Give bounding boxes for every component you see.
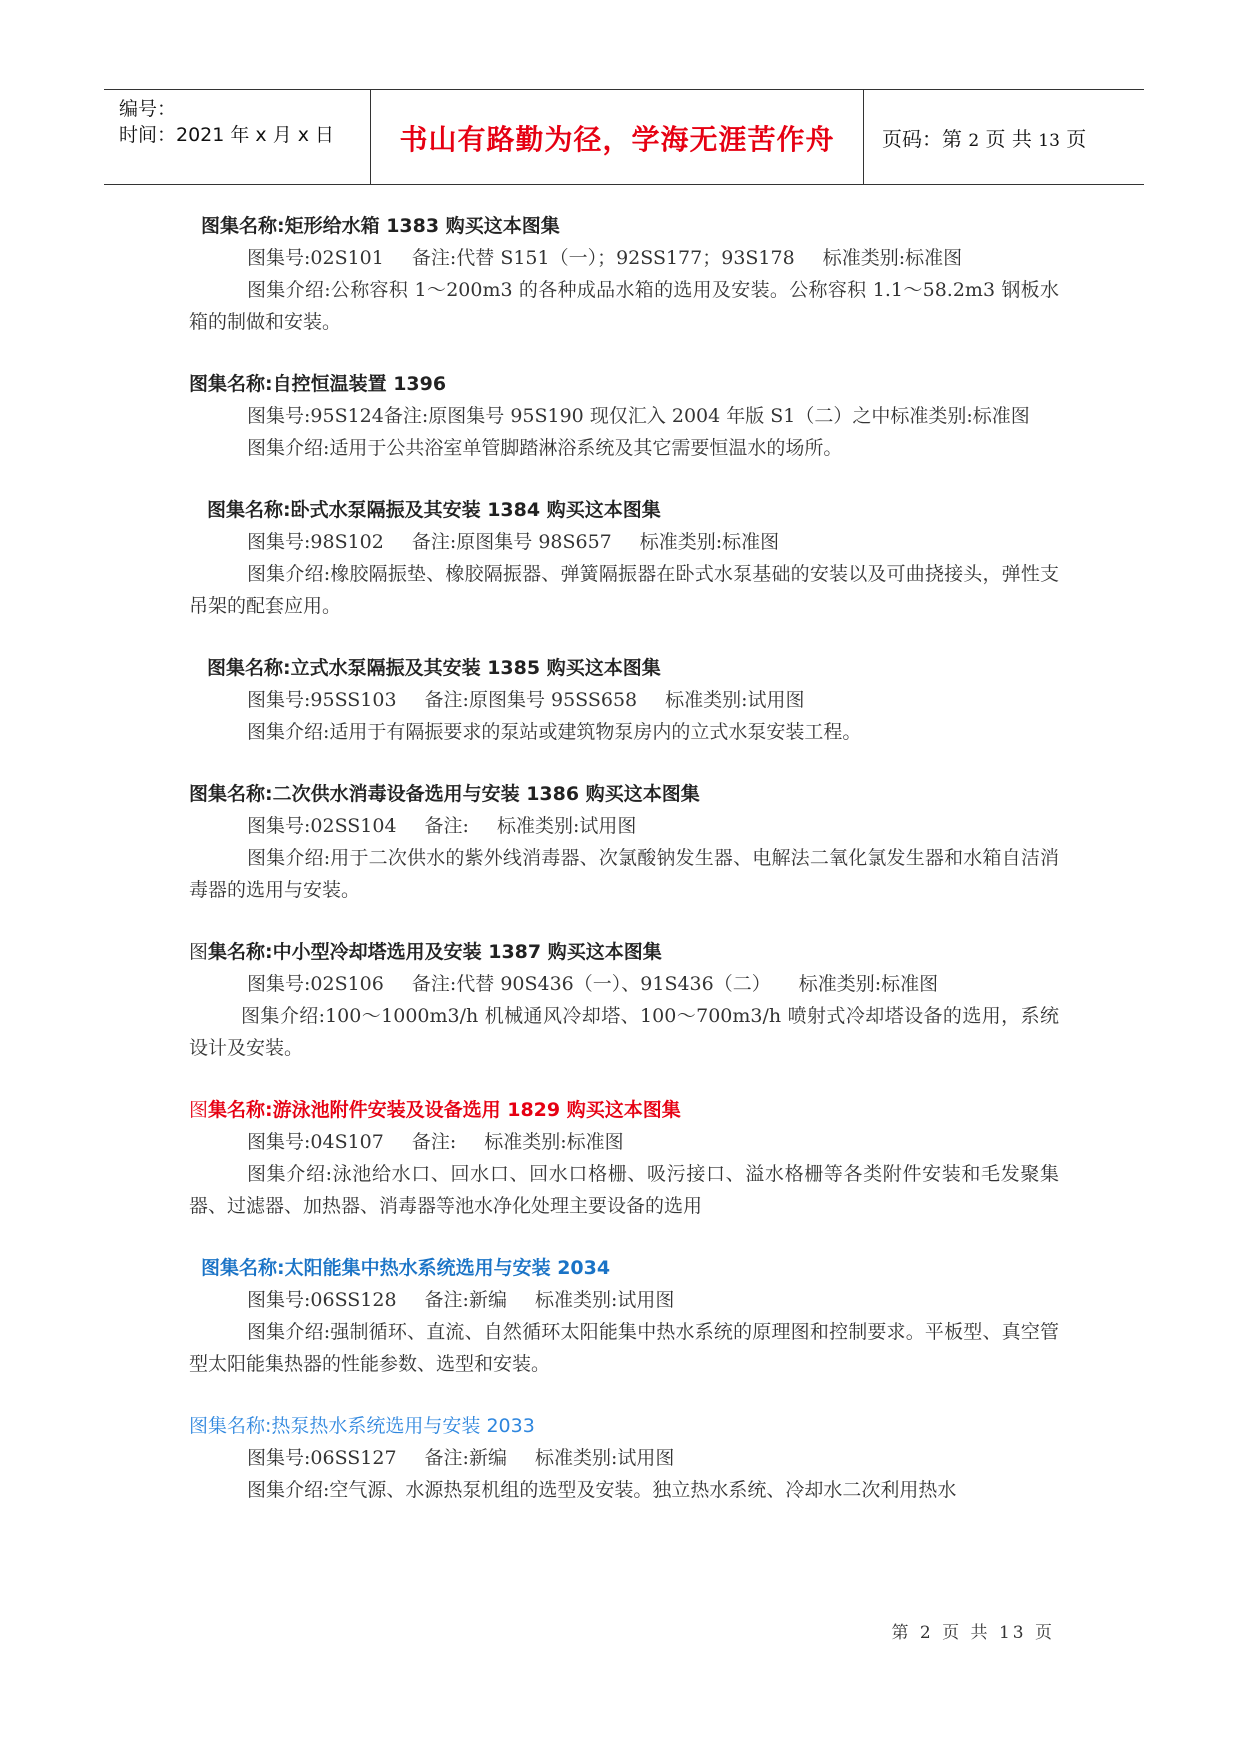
entry-title-rest: 集名称:游泳池附件安装及设备选用 1829 购买这本图集 <box>208 1099 681 1121</box>
entry-meta <box>189 526 1059 558</box>
entry-note: 备注:代替 90S436（一）、91S436（二） <box>411 973 771 995</box>
catalog-entry <box>189 1410 1059 1506</box>
entry-title[interactable]: 图集名称:矩形给水箱 1383 购买这本图集 <box>201 215 560 237</box>
entry-title[interactable]: 图集名称:立式水泵隔振及其安装 1385 购买这本图集 <box>207 657 661 679</box>
page-total-number: 13 <box>1038 131 1060 151</box>
entry-intro: 图集介绍:100～1000m3/h 机械通风冷却塔、100～700m3/h 喷射式冷却塔设备的选用，系统设计及安装。 <box>189 1005 1059 1059</box>
catalog-entry <box>189 1094 1059 1222</box>
entry-note: 备注:新编 <box>424 1447 507 1469</box>
entry-meta <box>189 1284 1059 1316</box>
catalog-entry <box>189 210 1059 338</box>
entry-code: 图集号:02SS104 <box>247 815 397 837</box>
entry-meta <box>189 1126 1059 1158</box>
entry-note: 备注: <box>424 815 469 837</box>
entry-title-rest: 集名称:中小型冷却塔选用及安装 1387 购买这本图集 <box>208 941 662 963</box>
entry-category: 标准类别:试用图 <box>534 1289 675 1311</box>
document-time-label: 时间：2021 年 x 月 x 日 <box>119 124 335 146</box>
entry-intro: 图集介绍:橡胶隔振垫、橡胶隔振器、弹簧隔振器在卧式水泵基础的安装以及可曲挠接头，弹性支吊架的配套应用。 <box>189 563 1059 617</box>
catalog-entry <box>189 936 1059 1064</box>
entry-category: 标准类别:标准图 <box>798 973 939 995</box>
entry-intro: 图集介绍:空气源、水源热泵机组的选型及安装。独立热水系统、冷却水二次利用热水 <box>247 1479 957 1501</box>
entry-note: 备注:新编 <box>424 1289 507 1311</box>
entry-title[interactable]: 图集名称:太阳能集中热水系统选用与安装 2034 <box>201 1257 611 1279</box>
entry-code: 图集号:95S124 <box>247 405 384 427</box>
header-left-cell <box>104 90 370 184</box>
entry-category: 标准类别:试用图 <box>534 1447 675 1469</box>
entry-title[interactable]: 图集名称:热泵热水系统选用与安装 2033 <box>189 1415 535 1437</box>
header-table <box>104 89 1144 185</box>
entry-note: 备注: <box>411 1131 457 1153</box>
header-right-cell <box>864 90 1144 184</box>
page-suffix: 页 <box>1066 127 1087 151</box>
entry-intro: 图集介绍:公称容积 1～200m3 的各种成品水箱的选用及安装。公称容积 1.1～58.2m3 钢板水箱的制做和安装。 <box>189 279 1059 333</box>
catalog-entry <box>189 778 1059 906</box>
catalog-entry <box>189 1252 1059 1380</box>
catalog-entry <box>189 652 1059 748</box>
entry-title[interactable]: 图集名称:卧式水泵隔振及其安装 1384 购买这本图集 <box>207 499 661 521</box>
entry-title[interactable] <box>189 936 1059 968</box>
entry-note: 备注:代替 S151（一）；92SS177；93S178 <box>411 247 795 269</box>
entry-intro: 图集介绍:适用于公共浴室单管脚踏淋浴系统及其它需要恒温水的场所。 <box>247 437 843 459</box>
entry-intro: 图集介绍:泳池给水口、回水口、回水口格栅、吸污接口、溢水格栅等各类附件安装和毛发聚集器、过滤器、加热器、消毒器等池水净化处理主要设备的选用 <box>189 1163 1059 1217</box>
entry-intro: 图集介绍:强制循环、直流、自然循环太阳能集中热水系统的原理图和控制要求。平板型、真空管型太阳能集热器的性能参数、选型和安装。 <box>189 1321 1059 1375</box>
entry-meta <box>189 400 1059 432</box>
entry-note: 备注:原图集号 95S190 现仅汇入 2004 年版 S1（二）之中 <box>383 405 891 427</box>
entry-code: 图集号:06SS128 <box>247 1289 397 1311</box>
entry-category: 标准类别:试用图 <box>496 815 637 837</box>
page-mid: 页 共 <box>985 127 1032 151</box>
entry-category: 标准类别:标准图 <box>484 1131 624 1153</box>
entry-category: 标准类别:标准图 <box>822 247 963 269</box>
entry-code: 图集号:02S106 <box>247 973 384 995</box>
entry-intro: 图集介绍:用于二次供水的紫外线消毒器、次氯酸钠发生器、电解法二氧化氯发生器和水箱自洁消毒器的选用与安装。 <box>189 847 1059 901</box>
entry-intro: 图集介绍:适用于有隔振要求的泵站或建筑物泵房内的立式水泵安装工程。 <box>247 721 862 743</box>
entry-note: 备注:原图集号 98S657 <box>411 531 612 553</box>
entry-meta <box>189 810 1059 842</box>
page-current-number: 2 <box>968 131 980 151</box>
entry-code: 图集号:95SS103 <box>247 689 397 711</box>
entry-meta <box>189 968 1059 1000</box>
catalog-content <box>189 210 1059 1536</box>
entry-title-first-char: 图 <box>189 941 209 963</box>
page-footer: 第 2 页 共 13 页 <box>891 1623 1055 1643</box>
catalog-entry <box>189 494 1059 622</box>
entry-title[interactable] <box>189 1094 1059 1126</box>
entry-title[interactable]: 图集名称:自控恒温装置 1396 <box>189 373 447 395</box>
entry-meta <box>189 242 1059 274</box>
entry-code: 图集号:02S101 <box>247 247 384 269</box>
page-prefix: 页码：第 <box>882 127 962 151</box>
entry-category: 标准类别:标准图 <box>890 405 1030 427</box>
entry-title-first-char: 图 <box>189 1099 209 1121</box>
entry-note: 备注:原图集号 95SS658 <box>424 689 638 711</box>
catalog-entry <box>189 368 1059 464</box>
document-number-label: 编号： <box>119 98 177 120</box>
entry-category: 标准类别:试用图 <box>665 689 805 711</box>
entry-category: 标准类别:标准图 <box>639 531 780 553</box>
header-page-info <box>882 123 1086 152</box>
header-slogan: 书山有路勤为径，学海无涯苦作舟 <box>399 123 835 156</box>
entry-title[interactable]: 图集名称:二次供水消毒设备选用与安装 1386 购买这本图集 <box>189 783 700 805</box>
entry-meta <box>189 1442 1059 1474</box>
entry-code: 图集号:04S107 <box>247 1131 384 1153</box>
entry-code: 图集号:06SS127 <box>247 1447 397 1469</box>
entry-meta <box>189 684 1059 716</box>
header-middle-cell <box>370 90 864 184</box>
entry-code: 图集号:98S102 <box>247 531 384 553</box>
